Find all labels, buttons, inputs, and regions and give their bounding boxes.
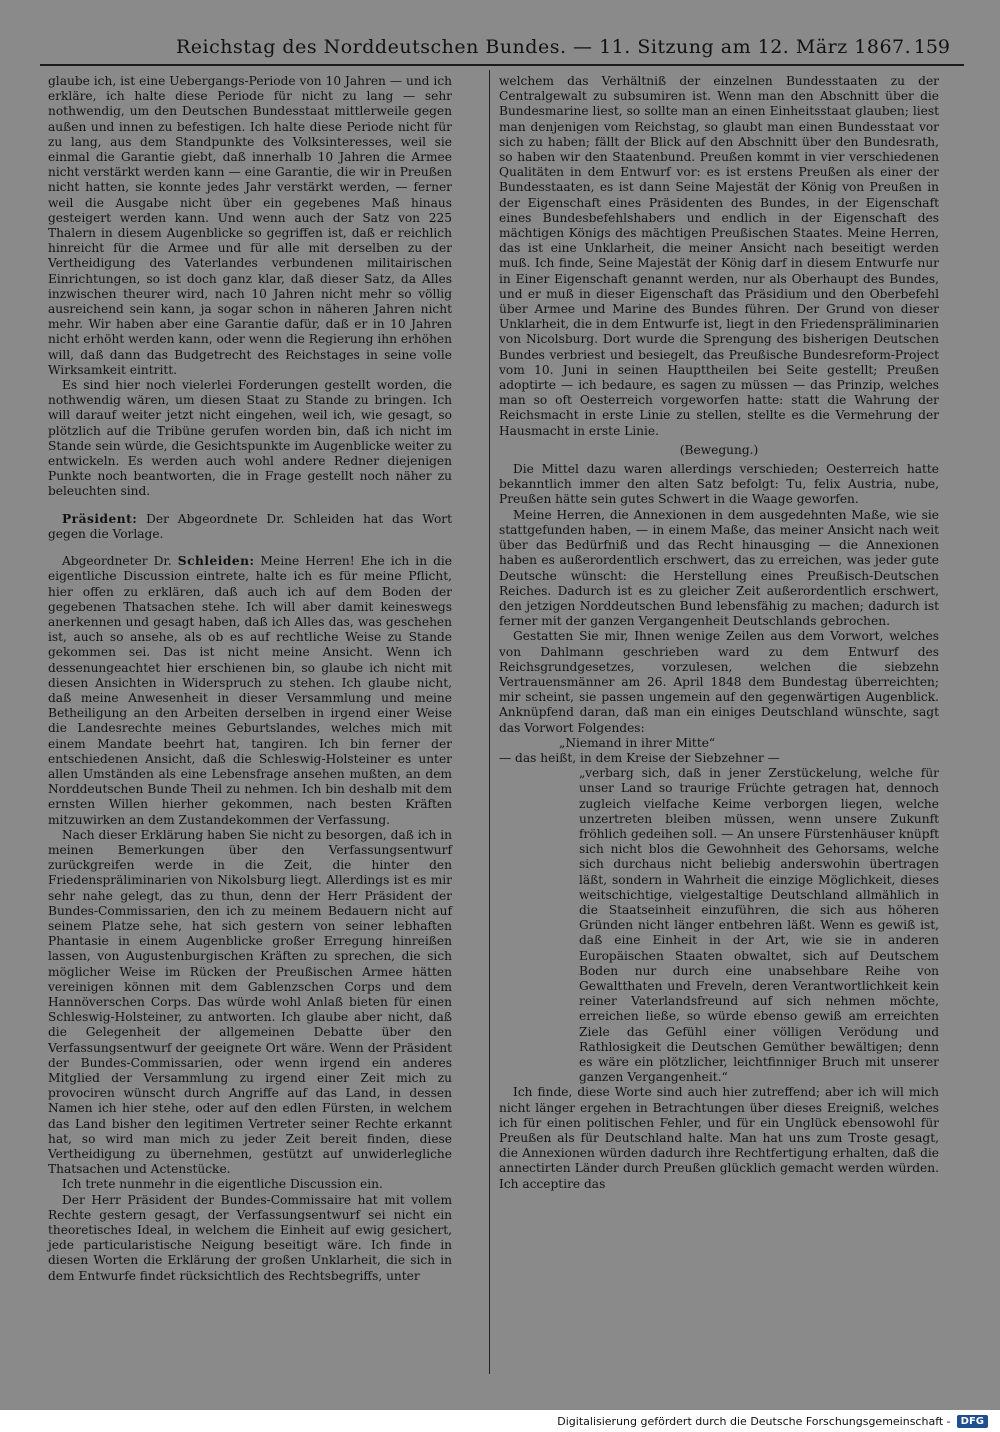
speech-paragraph [48, 512, 452, 542]
paragraph: Es sind hier noch vielerlei Forderungen gestellt worden, die nothwendig wären, um diesen Staat zu Stande zu bringen. Ich will darauf weiter jetzt nicht eingehen, weil ich, wie gesagt, so plötzlich auf die Tribüne gerufen worden bin, daß ich nicht im Stande sein würde, die Gesichtspunkte im Augenblicke weiter zu entwickeln. Es werden auch wohl andere Redner diejenigen Punkte noch beantworten, die in Frage gestellt noch näher zu beleuchten sind. [48, 378, 452, 499]
footer [557, 1413, 988, 1429]
quote-line: „Niemand in ihrer Mitte“ [559, 735, 716, 750]
paragraph: — das heißt, in dem Kreise der Siebzehner — [499, 750, 780, 765]
footer-credit: Digitalisierung gefördert durch die Deutsche Forschungsgemeinschaft - [557, 1414, 951, 1428]
page-title: Reichstag des Norddeutschen Bundes. — 11. Sitzung am 12. März 1867. [176, 36, 912, 58]
paragraph: Gestatten Sie mir, Ihnen wenige Zeilen aus dem Vorwort, welches von Dahlmann geschrieben ward zu dem Entwurf des Reichsgrundgesetzes, vorzulesen, welchen die siebzehn Vertrauensmänner am 26. April 1848 dem Bundestag überreichten; mir scheint, sie passen ungemein auf den gegenwärtigen Augenblick. Anknüpfend daran, daß man ein einiges Deutschland wünschte, sagt das Vorwort Folgendes: [499, 629, 939, 735]
paragraph: Meine Herren, die Annexionen in dem ausgedehnten Maße, wie sie stattgefunden haben, — in einem Maße, das meiner Ansicht nach weit über das Bedürfniß und das Recht hinausging — die Annexionen haben es außerordentlich erschwert, das zu erreichen, was jeder gute Deutsche wünscht: die Herstellung eines Preußisch-Deutschen Reiches. Dadurch ist es zu gleicher Zeit außerordentlich erschwert, den jetzigen Norddeutschen Bund lebensfähig zu machen; dadurch ist ferner mit der ganzen Vergangenheit Deutschlands gebrochen. [499, 507, 939, 629]
page-number: 159 [913, 36, 950, 58]
left-column [48, 74, 452, 1284]
stage-direction: (Bewegung.) [679, 442, 759, 457]
paragraph: Der Herr Präsident der Bundes-Commissaire hat mit vollem Rechte gestern gesagt, der Verfassungsentwurf sei nicht ein theoretisches Ideal, in welchem die Einheit auf ewig gesichert, jede particularistische Neigung beseitigt wäre. Ich finde in diesen Worten die Erklärung der großen Unklarheit, die sich in dem Entwurfe findet rücksichtlich des Rechtsbegriffs, unter [48, 1192, 452, 1283]
paragraph-gap [48, 500, 452, 512]
dfg-logo[interactable]: DFG [957, 1415, 988, 1428]
paragraph-gap [48, 542, 452, 554]
speaker-prefix: Abgeordneter Dr. [62, 554, 172, 569]
speech-text: Der Abgeordnete Dr. Schleiden hat das Wort gegen die Vorlage. [48, 511, 453, 541]
speaker-name: Präsident: [62, 511, 138, 526]
speaker-name: Schleiden: [177, 554, 255, 569]
paragraph: Ich trete nunmehr in die eigentliche Discussion ein. [62, 1177, 383, 1192]
paragraph: glaube ich, ist eine Uebergangs-Periode von 10 Jahren — und ich erkläre, ich halte diese Periode für nicht zu lang — sehr nothwendig, um den Deutschen Bundesstaat mittlerweile gegen außen und innen zu befestigen. Ich halte diese Periode nicht für zu lang, aus dem Standpunkte des Volksinteresses, weil sie einmal die Garantie giebt, daß innerhalb 10 Jahren die Armee nicht verstärkt werden kann — eine Garantie, die wir in Preußen nicht hatten, sie konnte jedes Jahr verstärkt werden, — ferner weil die Ausgabe nicht über ein gegebenes Maß hinaus gesteigert werden kann. Und wenn auch der Satz von 225 Thalern in diesem Augenblicke so gegriffen ist, daß er reichlich hinreicht für die Armee und für alle mit derselben zu der Vertheidigung des Vaterlandes verbundenen militairischen Einrichtungen, so ist doch ganz klar, daß dieser Satz, da Alles inzwischen theurer wird, nach 10 Jahren nicht mehr so völlig ausreichend sein kann, ja sogar schon in näheren Jahren nicht mehr. Wir haben aber eine Garantie dafür, daß er in 10 Jahren nicht erhöht werden kann, oder wenn die Regierung ihn erhöhen will, daß dann das Budgetrecht des Reichstages in seine volle Wirksamkeit eintritt. [48, 74, 452, 377]
paragraph: Ich finde, diese Worte sind auch hier zutreffend; aber ich will mich nicht länger ergehen in Betrachtungen über dieses Ereigniß, welches ich für einen politischen Fehler, und für ein Unglück ebensowohl für Preußen als für Deutschland halte. Man hat uns zum Troste gesagt, die Annexionen würden dadurch ihre Rechtfertigung erhalten, daß die annectirten Länder durch Preußen glücklich gemacht werden würden. Ich acceptire das [499, 1085, 939, 1191]
page-header [40, 34, 964, 66]
right-column [499, 74, 939, 1192]
paragraph: Nach dieser Erklärung haben Sie nicht zu besorgen, daß ich in meinen Bemerkungen über den Verfassungsentwurf zurückgreifen werde in die Zeit, die hinter den Friedenspräliminarien von Nikolsburg liegt. Allerdings ist es mir sehr nahe gelegt, das zu thun, denn der Herr Präsident der Bundes-Commissarien, den ich zu meinem Bedauern nicht auf seinem Platze sehe, hat sich gestern von seiner lebhaften Phantasie in einem Augenblicke großer Erregung hinreißen lassen, von Augustenburgischen Kräften zu sprechen, die sich möglicher Weise im Rücken der Preußischen Armee hätten vereinigen können mit dem Gablenzschen Corps und dem Hannöverschen Corps. Das würde wohl Anlaß bieten für einen Schleswig-Holsteiner, zu antworten. Ich glaube aber nicht, daß die Gelegenheit der allgemeinen Debatte über den Verfassungsentwurf der geeignete Ort wäre. Wenn der Präsident der Bundes-Commissarien, oder wenn irgend ein anderes Mitglied der Versammlung zu irgend einer Zeit mich zu provociren wünscht durch Angriffe auf das Land, in dessen Namen ich hier stehe, oder auf den edlen Fürsten, in welchem das Land bisher den legitimen Vertreter seiner Rechte erkannt hat, so wird man mich zu jeder Zeit bereit finden, diese Vertheidigung zu übernehmen, gestützt auf unwiderlegliche Thatsachen und Actenstücke. [48, 827, 452, 1177]
column-divider [489, 70, 490, 1374]
block-quote: „verbarg sich, daß in jener Zerstückelung, welche für unser Land so traurige Früchte getragen hat, dennoch zugleich vielfache Keime verborgen liegen, welche unzertreten bleiben müssen, wenn unsere Zukunft fröhlich gedeihen soll. — An unsere Fürstenhäuser knüpft sich nicht blos die Gewohnheit des Gehorsams, welche sich durchaus nicht beliebig anderswohin übertragen läßt, sondern in Wahrheit die einzige Möglichkeit, dieses weitschichtige, vielgestaltige Deutschland allmählich in die Staatseinheit einzuführen, die sich aus höheren Gründen nicht länger entbehren läßt. Wenn es gewiß ist, daß eine Einheit in der Art, wie sie in anderen Europäischen Staaten obwaltet, sich auf Deutschem Boden nur durch eine unabsehbare Reihe von Gewaltthaten und Freveln, deren Verantwortlichkeit kein reiner Vaterlandsfreund auf sich nehmen möchte, erreichen ließe, so würde ebenso gewiß am erreichten Ziele das Gefühl einer völligen Verödung und Rathlosigkeit die Deutschen Gemüther bewältigen; denn es wäre ein plötzlicher, leichtfinniger Bruch mit unserer ganzen Vergangenheit.“ [579, 766, 939, 1085]
speech-paragraph [48, 554, 452, 828]
speech-text: Meine Herren! Ehe ich in die eigentliche Discussion eintrete, halte ich es für meine Pflicht, hier offen zu erklären, daß auch ich auf dem Boden der gegebenen Thatsachen stehe. Ich will aber damit keineswegs anerkennen und gesagt haben, daß ich Alles das, was geschehen ist, auch so ansehe, als ob es auf rechtliche Weise zu Stande gekommen sei. Das ist nicht meine Ansicht. Wenn ich dessenungeachtet hier erschienen bin, so glaube ich nicht mit diesen Ansichten in Widerspruch zu stehen. Ich glaube nicht, daß meine Anwesenheit in dieser Versammlung und meine Betheiligung an den Arbeiten derselben in irgend einer Weise die Landesrechte meines Geburtslandes, welches mich mit einem Mandate beehrt hat, tangiren. Ich bin ferner der entschiedenen Ansicht, daß die Schleswig-Holsteiner es unter allen Umständen als eine Lebensfrage ansehen mußten, an dem Norddeutschen Bunde Theil zu nehmen. Ich bin deshalb mit dem ernsten Willen hierher gekommen, nach besten Kräften mitzuwirken an dem Zustandekommen der Verfassung. [48, 554, 452, 827]
paragraph: Die Mittel dazu waren allerdings verschieden; Oesterreich hatte bekanntlich immer den alten Satz befolgt: Tu, felix Austria, nube, Preußen hätte sein gutes Schwert in die Waage geworfen. [499, 462, 939, 507]
paragraph: welchem das Verhältniß der einzelnen Bundesstaaten zu der Centralgewalt zu subsumiren ist. Wenn man den Abschnitt über die Bundesmarine liest, so sollte man an einen Einheitsstaat glauben; liest man denjenigen vom Reichstag, so glaubt man einen Bundesstaat vor sich zu haben; fällt der Blick auf den Abschnitt über den Bundesrath, so haben wir den Staatenbund. Preußen kommt in vier verschiedenen Qualitäten in dem Entwurf vor: es ist erstens Preußen als einer der Bundesstaaten, es ist dann Seine Majestät der König von Preußen in der Eigenschaft eines Präsidenten des Bundes, in der Eigenschaft eines Bundesbefehlshabers und endlich in der Eigenschaft des mächtigen Königs des mächtigen Preußischen Staates. Meine Herren, das ist eine Unklarheit, die meiner Ansicht nach beseitigt werden muß. Ich finde, Seine Majestät der König darf in diesem Entwurfe nur in Einer Eigenschaft genannt werden, nur als Oberhaupt des Bundes, und er muß in dieser Eigenschaft das Präsidium und den Oberbefehl über Armee und Marine des Bundes führen. Der Grund von dieser Unklarheit, die in dem Entwurfe ist, liegt in den Friedenspräliminarien von Nicolsburg. Dort wurde die Sprengung des bisherigen Deutschen Bundes verbriest und besiegelt, das Preußische Bundesreform-Project vom 10. Juni in seinen Haupttheilen bei Seite gestellt; Preußen adoptirte — ich bedaure, es sagen zu müssen — das Prinzip, welches man so oft Oesterreich vorgeworfen hatte: statt die Wahrung der Reichsmacht in erste Linie zu stellen, stellte es die Vermehrung der Hausmacht in erste Linie. [499, 74, 939, 438]
